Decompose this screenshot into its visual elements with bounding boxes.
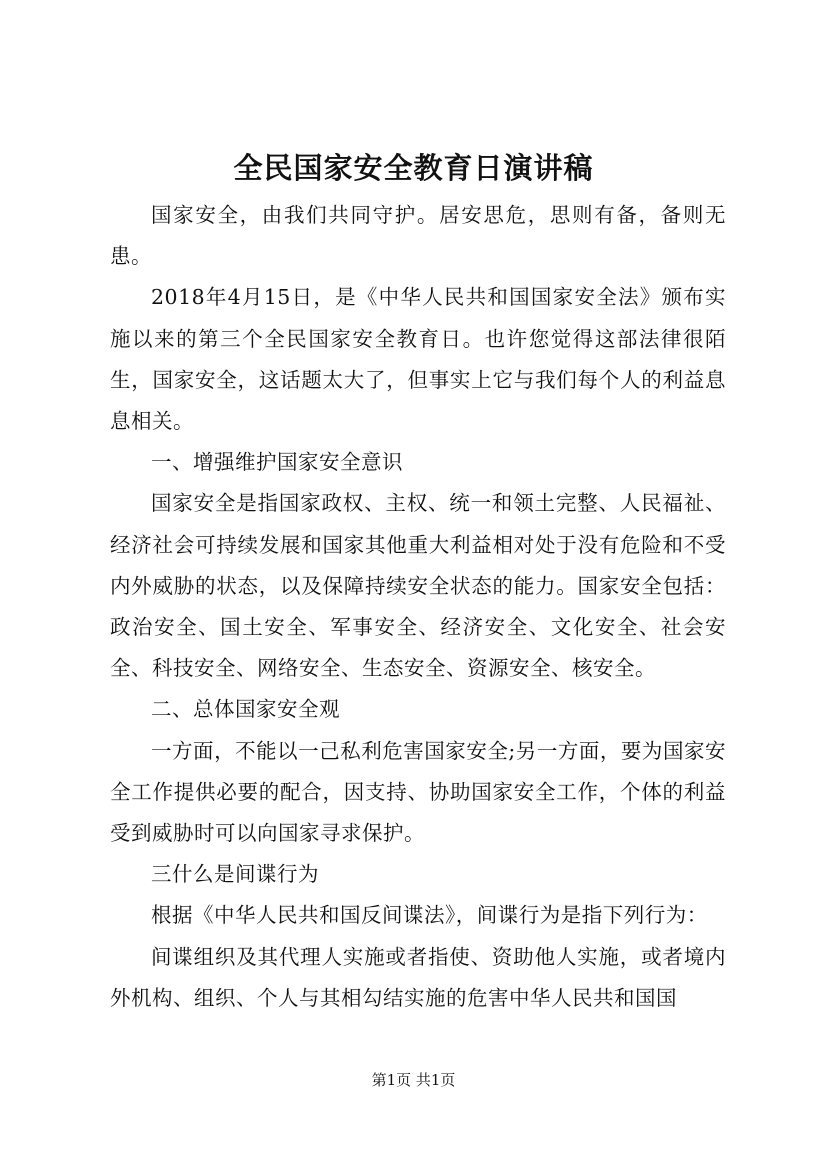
page-number-footer: 第1页 共1页: [371, 1071, 456, 1089]
section-heading-1: 一、增强维护国家安全意识: [151, 450, 403, 475]
paragraph-law-background: 2018年4月15日，是《中华人民共和国国家安全法》颁布实施以来的第三个全民国家安全教育日。也许您觉得这部法律很陌生，国家安全，这话题太大了，但事实上它与我们每个人的利益息息相关。: [110, 285, 726, 434]
paragraph-security-view: 一方面，不能以一己私利危害国家安全;另一方面，要为国家安全工作提供必要的配合，因支持、协助国家安全工作，个体的利益受到威胁时可以向国家寻求保护。: [110, 738, 726, 846]
section-heading-3: 三什么是间谍行为: [151, 862, 319, 887]
section-heading-2: 二、总体国家安全观: [151, 697, 340, 722]
paragraph-intro: 国家安全，由我们共同守护。居安思危，思则有备，备则无患。: [110, 203, 726, 269]
paragraph-espionage-acts: 间谍组织及其代理人实施或者指使、资助他人实施，或者境内外机构、组织、个人与其相勾结实施的危害中华人民共和国国: [110, 944, 726, 1010]
paragraph-espionage-law: 根据《中华人民共和国反间谍法》，间谍行为是指下列行为：: [151, 903, 708, 928]
document-title: 全民国家安全教育日演讲稿: [233, 151, 594, 185]
document-body: [110, 195, 726, 1019]
paragraph-security-definition: 国家安全是指国家政权、主权、统一和领土完整、人民福祉、经济社会可持续发展和国家其他重大利益相对处于没有危险和不受内外威胁的状态，以及保障持续安全状态的能力。国家安全包括：政治安全、国土安全、军事安全、经济安全、文化安全、社会安全、科技安全、网络安全、生态安全、资源安全、核安全。: [110, 491, 726, 681]
